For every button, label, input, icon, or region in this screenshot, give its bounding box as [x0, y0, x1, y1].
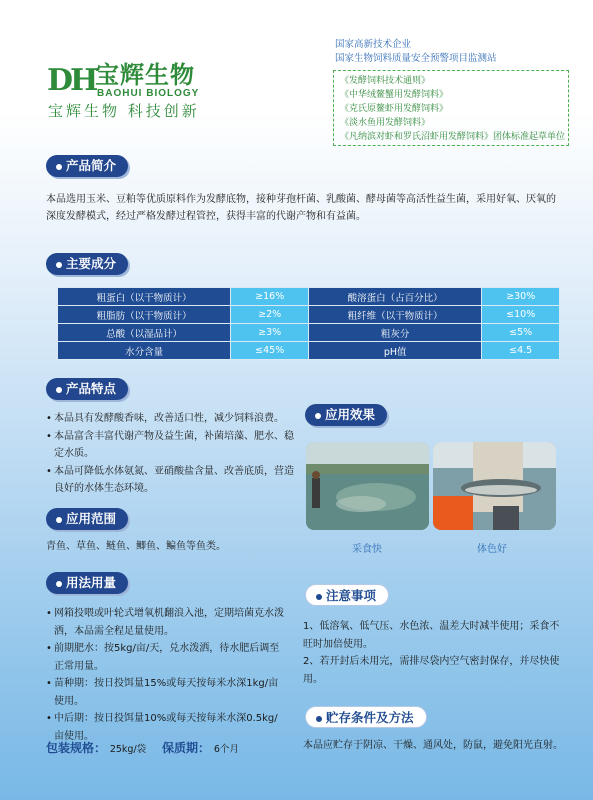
- table-cell-value: ≥3%: [231, 324, 309, 342]
- package-spec-label: 包装规格：: [46, 741, 107, 755]
- section-title-text: 产品特点: [66, 381, 117, 396]
- table-cell-label: 粗蛋白（以干物质计）: [58, 288, 231, 306]
- composition-table: [57, 287, 560, 360]
- table-cell-value: ≥2%: [231, 306, 309, 324]
- caption-feeding: 采食快: [352, 544, 382, 555]
- notes-list: [303, 618, 565, 688]
- section-title-usage: [46, 572, 128, 594]
- section-title-text: 应用效果: [325, 407, 376, 422]
- shelf-life-value: 6个月: [213, 744, 239, 755]
- brand-name-en: BAOHUI BIOLOGY: [97, 88, 200, 99]
- standard-item: 《克氏原鳌虾用发酵饲料》: [340, 104, 449, 114]
- list-item: • 本品具有发酵酸香味，改善适口性，减少饲料浪费。: [46, 410, 294, 428]
- section-title-text: 注意事项: [326, 588, 377, 603]
- list-item: • 网箱投喂或叶轮式增氧机翻浪入池，定期培菌克水泼洒，本品需全程足量使用。: [46, 605, 286, 640]
- brand-slogan: 宝辉生物 科技创新: [48, 102, 200, 120]
- standard-item: 《中华绒鳌蟹用发酵饲料》: [340, 90, 449, 100]
- table-cell-value: ≤4.5: [482, 342, 560, 360]
- list-item: • 中后期：按日投饵量10%或每天按每米水深0.5kg/亩使用。: [46, 710, 286, 745]
- list-item: • 苗种期：按日投饵量15%或每天按每米水深1kg/亩使用。: [46, 675, 286, 710]
- section-title-effect: [305, 404, 387, 426]
- standard-item: 《凡纳滨对虾和罗氏沼虾用发酵饲料》团体标准起草单位: [340, 132, 566, 142]
- table-cell-label: 酸溶蛋白（占百分比）: [308, 288, 481, 306]
- table-row: [58, 288, 560, 306]
- section-title-text: 主要成分: [66, 256, 117, 271]
- section-title-notes: [305, 584, 389, 606]
- section-title-composition: [46, 253, 128, 275]
- logo-mark: DH: [47, 63, 96, 98]
- caption-color: 体色好: [477, 544, 507, 555]
- fish-photo: [433, 442, 556, 530]
- section-title-storage: [305, 706, 427, 728]
- table-cell-label: 粗灰分: [308, 324, 481, 342]
- fish-pond-image: [306, 442, 429, 530]
- standard-item: 《淡水鱼用发酵饲料》: [340, 118, 431, 128]
- section-title-intro: [46, 155, 128, 177]
- storage-text: 本品应贮存于阴凉、干燥、通风处，防鼠，避免阳光直射。: [303, 740, 563, 751]
- features-list: [46, 410, 294, 498]
- table-row: [58, 342, 560, 360]
- certifications: [335, 38, 497, 66]
- standards-box: [333, 70, 569, 146]
- table-cell-label: 粗纤维（以干物质计）: [308, 306, 481, 324]
- table-cell-value: ≤45%: [231, 342, 309, 360]
- table-cell-label: 粗脂肪（以干物质计）: [58, 306, 231, 324]
- fish-in-hand-image: [433, 442, 556, 530]
- feeding-photo: [306, 442, 429, 530]
- table-cell-value: ≥30%: [482, 288, 560, 306]
- cert-line: 国家高新技术企业: [335, 39, 412, 50]
- usage-list: [46, 605, 286, 745]
- list-item: • 本品富含丰富代谢产物及益生菌，补菌培藻、肥水、稳定水质。: [46, 428, 294, 463]
- table-row: [58, 324, 560, 342]
- scope-text: 青鱼、草鱼、鲢鱼、鲫鱼、鳊鱼等鱼类。: [46, 541, 226, 552]
- brand-name-cn: 宝辉生物: [95, 61, 195, 89]
- list-item: • 前期肥水：按5kg/亩/天，兑水泼洒，待水肥后调至正常用量。: [46, 640, 286, 675]
- intro-text: 本品选用玉米、豆粕等优质原料作为发酵底物，接种芽孢杆菌、乳酸菌、酵母菌等高活性益生菌，采用好氧、厌氧的深度发酵模式，经过严格发酵过程管控，获得丰富的代谢产物和有益菌。: [46, 194, 556, 222]
- section-title-text: 产品简介: [66, 158, 117, 173]
- table-cell-label: 水分含量: [58, 342, 231, 360]
- section-title-text: 用法用量: [66, 575, 117, 590]
- section-title-text: 贮存条件及方法: [326, 710, 414, 725]
- table-cell-value: ≤5%: [482, 324, 560, 342]
- shelf-life-label: 保质期：: [162, 741, 211, 755]
- table-cell-value: ≤10%: [482, 306, 560, 324]
- package-spec-value: 25kg/袋: [109, 744, 147, 755]
- table-cell-label: pH值: [308, 342, 481, 360]
- list-item: • 本品可降低水体氨氮、亚硝酸盐含量、改善底质，营造良好的水体生态环境。: [46, 463, 294, 498]
- packaging-line: [46, 739, 239, 756]
- list-item: 2、若开封后未用完，需排尽袋内空气密封保存，并尽快使用。: [303, 656, 560, 685]
- list-item: 1、低溶氧、低气压、水色浓、温差大时减半使用；采食不旺时加倍使用。: [303, 621, 560, 650]
- table-cell-value: ≥16%: [231, 288, 309, 306]
- table-cell-label: 总酸（以湿品计）: [58, 324, 231, 342]
- section-title-features: [46, 378, 128, 400]
- section-title-text: 应用范围: [66, 511, 117, 526]
- standard-item: 《发酵饲料技术通则》: [340, 76, 431, 86]
- table-row: [58, 306, 560, 324]
- cert-line: 国家生物饲料质量安全预警项目监测站: [335, 53, 497, 64]
- section-title-scope: [46, 508, 128, 530]
